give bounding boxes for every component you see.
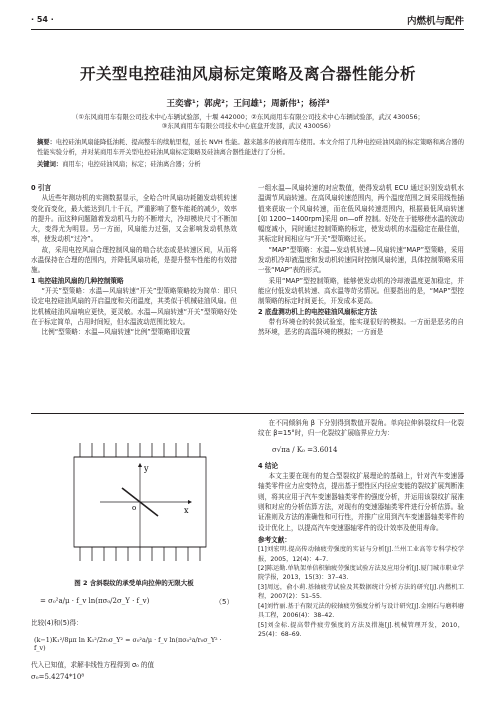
sigma-result: σ₀=5.4274*10⁸: [31, 673, 85, 681]
left-column: [31, 183, 237, 337]
references-list: [258, 545, 464, 639]
paragraph: 一组水温—风扇转速的对应数值，使得发动机 ECU 通过识别发动机水温调节风扇转速。在高风扇转速范围内，两个温度范围之间采用线性插值来获取一个风扇转速，而在低风扇转速范围内，根据最低风扇转速[如 1200~1400rpm]采用 on—off 控制。好处在于能够使水温的波动幅度减小，同时通过控制策略的标定，使发动机的水温稳定在最佳值，其标定时间相应与“开关”型策略过长。: [258, 184, 464, 244]
equation-5: = σ₀²a/μ · f_v ln(πσ₀/2σ_Y · f_v): [40, 597, 150, 605]
journal-section: 内燃机与配件: [406, 16, 464, 27]
reference-item: [3]周远，俞小莉.基轴疲劳试验及其数据统计分析方法的研究[J].内燃机工程，2007(2)：51–55.: [258, 583, 464, 601]
right-column-lower: [258, 418, 464, 639]
paragraph: 本文主要在现有的复合型裂纹扩展理论的基础上，针对汽车变速器轴类零件应力应变特点，提出基于塑性区内径应变能的裂纹扩展判断准则，将其应用于汽车变速器轴类零件的强度分析，并运用该裂纹扩展准则和对应的分析估算方法，对现有的变速器轴类零件进行分析估算。验证准则及方法的准确性和可行性，并推广应用到汽车变速器轴类零件的设计优化上，以提高汽车变速器轴零件的设计效率及使用寿命。: [258, 472, 464, 532]
paragraph: “MAP”型策略：水温—发动机转速—风扇转速“MAP”型策略，采用发动机冷却液温度和发动机转速同时控制风扇转速，具体控制策略采用一张“MAP”表的形式。: [258, 245, 464, 275]
top-load-arrows: [80, 443, 200, 457]
page-number: · 54 ·: [31, 15, 54, 24]
frame-separator: [31, 413, 464, 414]
reference-item: [4]刘竹丽.基于有限元法的较轴疲劳强度分析与设计研究[J].金刚石与磨料磨具工程，2006(4)：38–42.: [258, 602, 464, 620]
reference-item: [1]刘宏明.提高传动轴疲劳强度的实证与分析[J].兰州工业高等专科学校学报，2005，12(4)：4–7.: [258, 546, 464, 563]
affiliation-line-2: ③东风商用车有限公司技术中心底盘开发部，武汉 430056）: [161, 122, 335, 130]
bottom-load-arrows: [80, 547, 200, 561]
section-2-heading: 2 底盘测功机上的电控硅油风扇标定方法: [258, 307, 377, 316]
keywords: [37, 160, 465, 170]
paragraph: 在不同倾斜角 β 下分别得到数值开裂角。单向拉伸斜裂纹归一化裂纹在 β=15°时，归一化裂纹扩展临界应力为：: [258, 419, 464, 438]
paragraph: 故，采用电控风扇合理控制风扇的啮合状态或是转速区间，从而将水温保持在合理的范围内，并降低风扇功耗，是提升整车性能的有效措施。: [31, 245, 237, 275]
crack-plate-figure: [70, 440, 210, 565]
keywords-text: 商用车；电控硅油风扇；标定；硅油离合器；分析: [62, 161, 201, 168]
comparison-line: 比较(4)和(5)得：: [31, 619, 83, 627]
section-4-heading: 4 结论: [258, 461, 279, 470]
abstract-label: 摘要：: [37, 139, 56, 146]
authors: 王奕睿¹；郭虎²；王问雄¹；周新伟¹；杨洋³: [166, 99, 330, 109]
equation-5-number: （5）: [215, 598, 234, 606]
figure-caption: 图 2 含斜裂纹的承受单向拉伸的无限大板: [74, 579, 194, 587]
y-axis-label: y: [144, 464, 149, 473]
section-0-heading: 0 引言: [31, 184, 52, 192]
affiliation-line-1: （①东风商用车有限公司技术中心车辆试验部，十堰 442000；②东风商用车有限公司技术中心车辆试验部，武汉 430056；: [72, 113, 424, 121]
right-column: [258, 183, 464, 337]
paragraph: 从近些年测功机的实测数据显示，全哈合叶风扇功耗随发动机转速变化而变化，最大能达到几十千瓦，严重影响了整车能耗的减少，效率的提升。而这种问题随着发动机马力的不断增大，冷却模块尺寸不断加大，变得尤为明显。另一方面，风扇能力过强，又会影响发动机热效率，使发动机“过冷”。: [31, 194, 237, 244]
origin-label: o: [132, 504, 137, 512]
critical-stress: σ√πa / K₀ =3.6014: [272, 445, 338, 454]
paragraph: “开关”型策略：水温—风扇转速“开关”型策略策略较为简单：即只设定电控硅油风扇的开启温度和关闭温度，其类似于机械硅油风扇。但比机械硅油风扇响应更快，更灵敏。水温—风扇转速“开关”型策略好处在于标定简单，占用时间短，但水温波动范围比较大。: [31, 286, 237, 326]
paragraph: 采用“MAP”型控制策略，能够使发动机的冷却液温度更加稳定，并能应付低发动机转速、高水温等苛劣情况。但要指出的是，“MAP”型控制策略的标定时间更长，开发成本更高。: [258, 276, 464, 306]
paragraph: 比例“型策略：水温—风扇转速“比例”型策略即设置: [41, 328, 191, 337]
abstract-text: 电控硅油风扇能降低油耗、提高整车的续航里程，延长 NVH 性能。越来越多的被商用车使用。本文介绍了几种电控硅油风扇的标定策略和离合器的性能实验分析，并对某商用车开关型电控硅油风扇标定策略及硅油离合器性能进行了分析。: [37, 139, 465, 156]
article-title: 开关型电控硅油风扇标定策略及离合器性能分析: [79, 65, 416, 83]
section-1-heading: 1 电控硅油风扇的几种控制策略: [31, 276, 124, 285]
abstract: [37, 138, 465, 157]
keywords-label: 关键词：: [37, 161, 63, 168]
reference-item: [5]刘金标.提高带件疲劳强度的方法及措施[J].机械管理开发，2010，25(4)：68–69.: [258, 621, 464, 638]
references-heading: 参考文献：: [258, 535, 291, 544]
paragraph: 带有环境仓的转鼓试验室，能实现很好的模拟。一方面是恶劣的自然环境，恶劣的高温环境的模拟；一方面是: [258, 317, 464, 337]
x-axis-label: x: [184, 506, 189, 515]
header-rule: [31, 29, 464, 30]
equation-6: (k−1)K₁²/8μπ ln K₁²/2r₀σ_Y² = σ₀²a/μ · f_v ln(πσ₀²a/r₀σ_Y² · f_v): [34, 636, 222, 652]
reference-item: [2]陈运勤.单轨架单倍积轴疲劳强度试验方法及应用分析[J].厦门城市职业学院学报，2013，15(3)：37–43.: [258, 565, 464, 582]
substitution-line: 代入已知值，求解非线性方程得到 σ₀ 的值: [31, 661, 155, 669]
